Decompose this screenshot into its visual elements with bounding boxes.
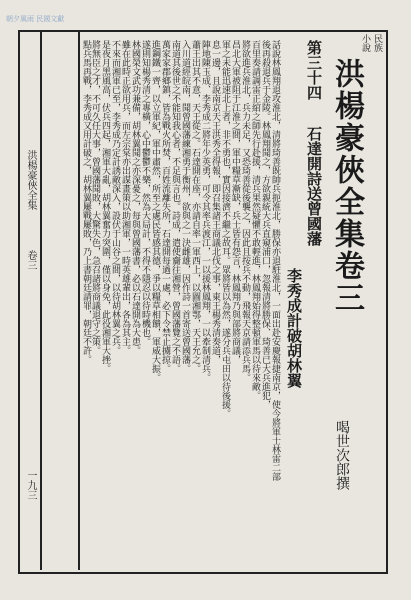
text-column: 百里奏請調雷正綰之師先行赴援，清兵果然疑懼不敢輕進，林鳳翔始得整頓軍馬以待來敵。: [250, 40, 260, 400]
text-column: 點兵馬再戰，李秀成又用計破之，胡林翼屢戰屢敗，乃上書朝廷請罪，朝廷不許。: [81, 40, 91, 364]
text-column: 昌北大軍被阻于江淮之間，軍中糧草漸缺，兵士皆有怨言，林鳳翔乃與部將商議，: [230, 40, 240, 364]
text-column: 南道其後世之不能知我心者，不足與言也。詩成，遣使齎往湘營，曾國藩覽之不語。: [170, 40, 180, 373]
text-column: 萬家家郡鄉鎮，皆為戰火所焚，百姓流離失所，石達開每過一處，必下令禁止擄掠。: [160, 40, 170, 373]
watermark: 朝夕風雨 民國文獻: [6, 15, 65, 23]
text-column: 息一邊，且說南京天王洪秀全得報，即召集諸王商議北伐之事，東王楊秀清奏道，: [210, 40, 220, 364]
page-number: 一九三: [25, 470, 36, 500]
book-title: 洪楊豪俠全集卷三: [329, 58, 364, 314]
text-column: 蕭王出其不意，天王從之。石達開在座，亦請自率一軍西上，以圖湘鄂，天王允之。: [190, 40, 200, 373]
chapter-number: 第三十四: [305, 40, 323, 100]
text-column: 林國榮文武功兼備，胡林翼聞之亦深憂之，每與曾國藩書，必以石達開為大患。: [130, 40, 140, 355]
text-column: 進鋼鐵一齊，以立軍紀，軍中肅然，所至之處民皆感其德，爭以糧草相饋，軍威大振。: [150, 40, 160, 382]
text-column: 陣地陳玉成、李秀成二將年少英勇，可令其率兵渡江，一以援林鳳翔，一以牽制清兵。: [200, 40, 210, 382]
series-tag-top: 民族: [372, 34, 382, 52]
series-tag-bottom: 小說: [360, 34, 370, 52]
text-column: 入川道經皖南，聞曾國藩練湘勇于衡州，欲與之一決雌雄，因作詩一首寄送曾國藩。: [180, 40, 190, 373]
text-column: 後再殺退兵于金陵。林鳳翔聞之，方欲親統大兵直窺浦口，忽報清將勝保、琦善已大兵進犯，: [260, 40, 270, 409]
text-column: 軍之未能迅速北上者，非不勇也，實因接濟不繼之故耳。眾將皆以為然，遂分兵屯田以待後援。: [220, 40, 230, 418]
author: 喝世次郎撰: [334, 420, 350, 490]
margin-book-title: 洪楊豪俠全集: [25, 150, 36, 210]
text-column: 遂則知楊秀清之專橫，心中鬱鬱不樂，然為大局計，不得不隱忍以待時機也。: [140, 40, 150, 346]
text-column: 話說林鳳翔退攻淮北，清將琦善既帥兵扼淮北，勝保亦退駐淮北，一面出赴安慶報捷南京，使今將軍士林雷二部: [270, 40, 280, 481]
margin-rule: [40, 30, 42, 570]
text-column: 將無臣之才，不可久任大事，曾國藩聞敗，大驚失色，急召諸將商議退守之策。: [90, 40, 100, 355]
chapter-title-b: 李秀成計破胡林翼: [285, 268, 303, 388]
chapter-title-a: 石達開詩送曾國藩: [305, 126, 323, 246]
text-column: 是夜月黑風高，伏兵四起，湘軍大亂，胡林翼奮力突圍，僅以身免，此役湘軍大挫。: [100, 40, 110, 373]
main-rule: [78, 30, 80, 570]
text-column: 雖在此時正欲用兵，而左宗棠亦出謀畫策以助湘軍，一時英雄輩出，各為其主。: [120, 40, 130, 355]
text-column: 不來而湘軍已至，李秀成乃定計誘敵深入，設伏于山谷之間，以待胡林翼之兵。: [110, 40, 120, 355]
text-column: 將欲進兵淮北，兵力未足，又恐琦善從後襲之，因此且按兵不動，飛報天京請添兵馬。: [240, 40, 250, 382]
margin-volume: 卷三: [25, 250, 36, 270]
